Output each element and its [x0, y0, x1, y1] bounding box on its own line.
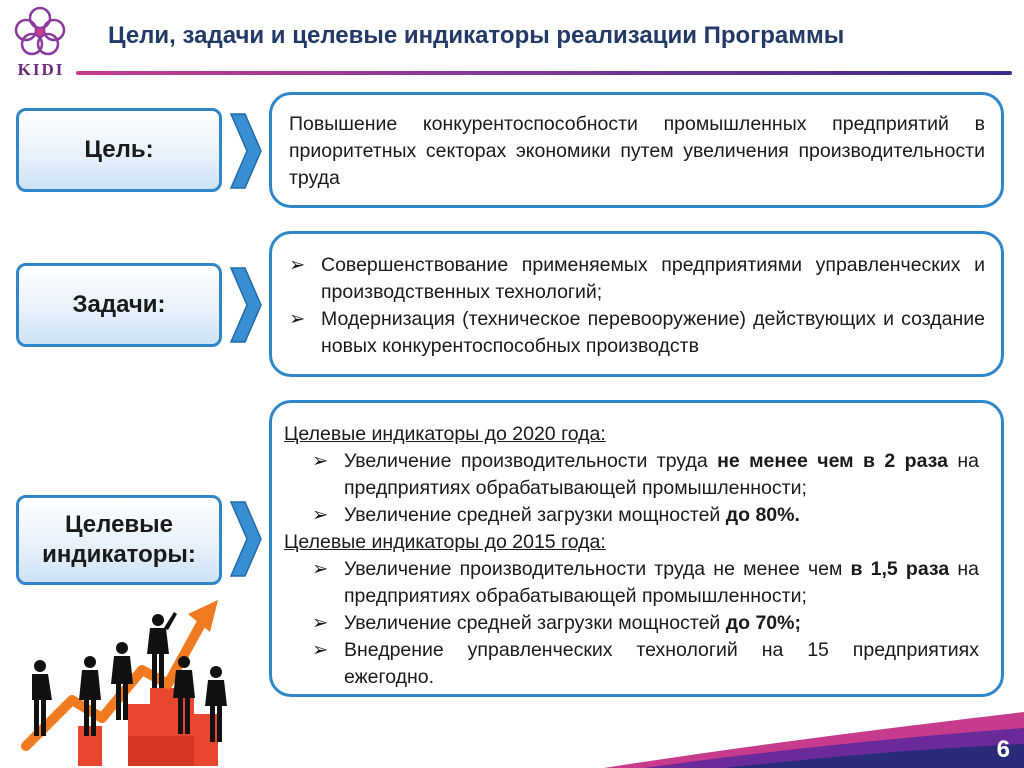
tasks-label: Задачи: — [72, 291, 166, 318]
logo-text: KIDI — [17, 60, 65, 79]
goal-content-box — [269, 92, 1004, 208]
list-item — [312, 610, 979, 637]
business-growth-illustration — [18, 596, 240, 766]
indicators-label-line2: индикаторы: — [42, 541, 196, 568]
bullet-arrow-icon: ➢ — [312, 504, 329, 526]
flower-logo-icon — [12, 4, 68, 60]
list-item — [312, 448, 979, 502]
tasks-label-box — [16, 263, 222, 347]
title-divider — [76, 71, 1012, 75]
indicators-2020-heading: Целевые индикаторы до 2020 года: — [284, 423, 606, 445]
bullet-arrow-icon: ➢ — [312, 612, 329, 634]
indicators-label-line1: Целевые — [64, 511, 174, 538]
chevron-right-icon — [229, 112, 263, 190]
bullet-arrow-icon: ➢ — [312, 639, 329, 661]
list-item — [312, 556, 979, 610]
bullet-arrow-icon: ➢ — [312, 450, 329, 472]
goal-label-box — [16, 108, 222, 192]
indicator-2015-item-2: Увеличение средней загрузки мощностей до 70%; — [344, 612, 801, 634]
tasks-content-box — [269, 231, 1004, 377]
indicator-2015-item-1: Увеличение производительности труда не менее чем в 1,5 раза на предприятиях обрабатывающей промышленности; — [344, 558, 979, 607]
list-item — [312, 502, 979, 529]
indicators-label-box — [16, 495, 222, 585]
list-item — [289, 252, 985, 306]
chevron-right-icon — [229, 500, 263, 578]
indicators-content-box — [269, 400, 1004, 697]
goal-label: Цель: — [84, 136, 154, 163]
bullet-arrow-icon: ➢ — [312, 558, 329, 580]
chevron-right-icon — [229, 266, 263, 344]
bullet-arrow-icon: ➢ — [289, 308, 306, 330]
indicator-2020-item-1: Увеличение производительности труда не менее чем в 2 раза на предприятиях обрабатывающей промышленности; — [344, 450, 979, 499]
goal-text: Повышение конкурентоспособности промышленных предприятий в приоритетных секторах экономики путем увеличения производительности труда — [289, 113, 985, 189]
bullet-arrow-icon: ➢ — [289, 254, 306, 276]
corner-swoosh-decoration — [604, 706, 1024, 768]
page-title: Цели, задачи и целевые индикаторы реализации Программы — [108, 22, 845, 49]
page-number: 6 — [996, 736, 1010, 763]
kidi-logo — [6, 4, 72, 79]
indicator-2015-item-3: Внедрение управленческих технологий на 15 предприятиях ежегодно. — [344, 639, 979, 688]
indicator-2020-item-2: Увеличение средней загрузки мощностей до 80%. — [344, 504, 800, 526]
task-item-2: Модернизация (техническое перевооружение) действующих и создание новых конкурентоспособных производств — [321, 308, 985, 357]
list-item — [312, 637, 979, 691]
list-item — [289, 306, 985, 360]
task-item-1: Совершенствование применяемых предприятиями управленческих и производственных технологий; — [321, 254, 985, 303]
indicators-2015-heading: Целевые индикаторы до 2015 года: — [284, 531, 606, 553]
